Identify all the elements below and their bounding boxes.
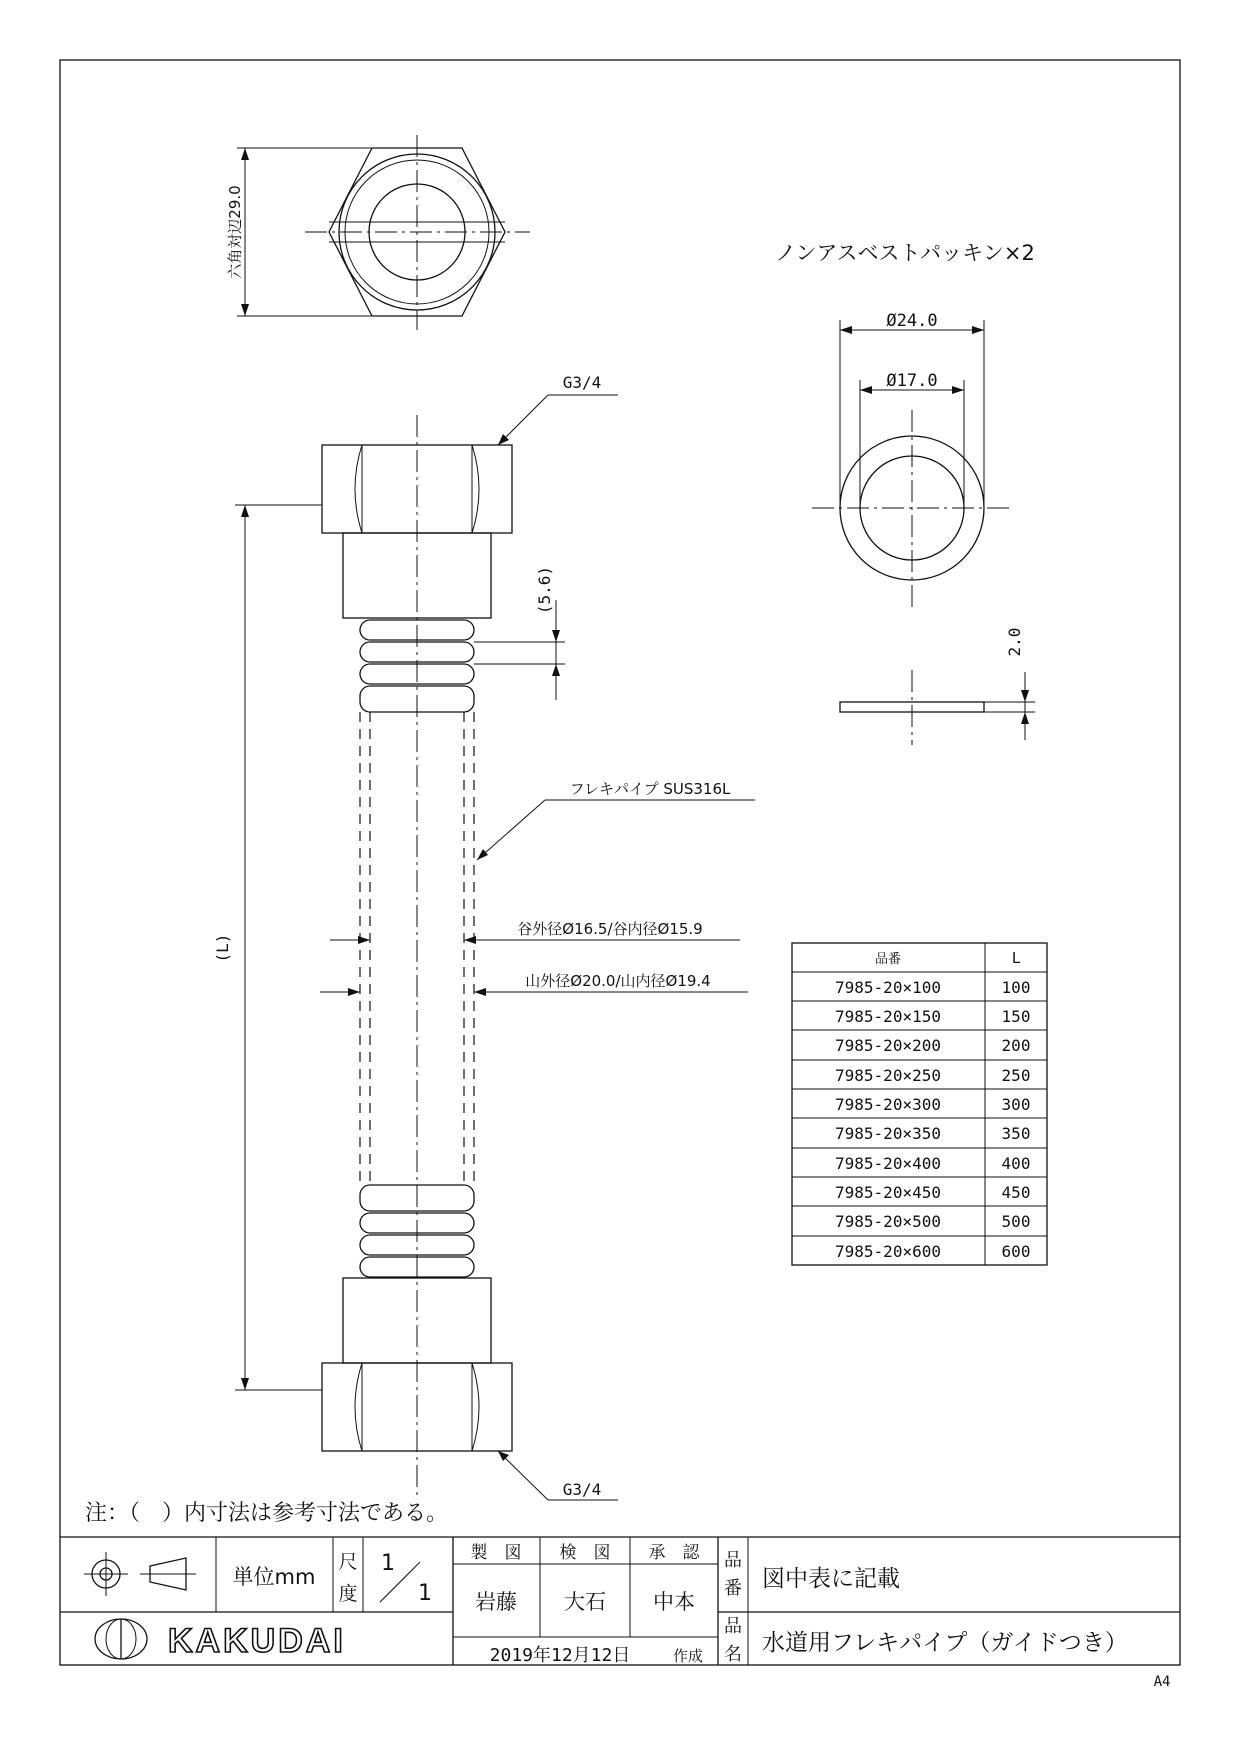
part-no-label-bottom: 番 [724, 1578, 742, 1599]
table-row-part-no: 7985-20×500 [835, 1212, 941, 1231]
pipe-material-label: フレキパイプ SUS316L [569, 780, 731, 798]
valley-diameter-dimension: 谷外径Ø16.5/谷内径Ø15.9 [517, 920, 703, 938]
checked-by-label: 検 図 [559, 1543, 611, 1563]
drawing-frame [60, 60, 1180, 1665]
brand-name: KAKUDAI [168, 1622, 346, 1660]
part-name-label-top: 品 [724, 1616, 742, 1637]
table-header-part-no: 品番 [874, 952, 902, 967]
unit-label: 単位mm [232, 1565, 316, 1589]
table-row-part-no: 7985-20×100 [835, 978, 941, 997]
scale-denominator: 1 [418, 1581, 432, 1606]
rib-pitch-dimension: (5.6) [535, 565, 554, 615]
packing-inner-diameter: Ø17.0 [886, 371, 938, 391]
packing-front-view [812, 320, 1012, 610]
hex-across-flats-dimension: 六角対辺29.0 [226, 185, 244, 279]
table-header-length: L [1011, 949, 1021, 967]
part-no-label-top: 品 [724, 1550, 742, 1571]
table-row-length: 300 [1001, 1095, 1031, 1114]
reference-dimension-note: 注：（ ）内寸法は参考寸法である。 [85, 1501, 449, 1526]
drawn-by-name: 岩藤 [475, 1590, 517, 1614]
flexible-pipe-side-view [235, 395, 755, 1500]
table-row-length: 450 [1001, 1183, 1031, 1202]
table-row-part-no: 7985-20×250 [835, 1066, 941, 1085]
paper-size: A4 [1153, 1674, 1171, 1690]
table-row-part-no: 7985-20×150 [835, 1007, 941, 1026]
checked-by-name: 大石 [564, 1590, 606, 1614]
table-row-part-no: 7985-20×450 [835, 1183, 941, 1202]
packing-thickness: 2.0 [1005, 627, 1024, 657]
table-row-part-no: 7985-20×350 [835, 1124, 941, 1143]
creation-date: 2019年12月12日 [489, 1645, 631, 1666]
table-row-length: 350 [1001, 1124, 1031, 1143]
peak-diameter-dimension: 山外径Ø20.0/山内径Ø19.4 [525, 972, 711, 990]
table-row-length: 500 [1001, 1212, 1031, 1231]
table-row-length: 100 [1001, 978, 1031, 997]
approved-by-label: 承 認 [648, 1543, 700, 1563]
drawn-by-label: 製 図 [470, 1543, 522, 1563]
table-row-length: 600 [1001, 1242, 1031, 1261]
creation-date-label: 作成 [672, 1647, 704, 1665]
table-row-length: 200 [1001, 1036, 1031, 1055]
approved-by-name: 中本 [653, 1590, 695, 1614]
packing-side-view [840, 670, 1035, 745]
third-angle-projection-symbol [84, 1552, 196, 1596]
thread-size-top: G3/4 [562, 373, 602, 392]
scale-label-bottom: 度 [338, 1583, 358, 1605]
table-row-part-no: 7985-20×300 [835, 1095, 941, 1114]
table-row-length: 400 [1001, 1154, 1031, 1173]
table-row-part-no: 7985-20×600 [835, 1242, 941, 1261]
kakudai-logo-icon [95, 1619, 147, 1659]
packing-title: ノンアスベストパッキン×2 [775, 241, 1035, 265]
part-name-label-bottom: 名 [724, 1644, 742, 1665]
table-row-length: 250 [1001, 1066, 1031, 1085]
table-row-part-no: 7985-20×400 [835, 1154, 941, 1173]
packing-outer-diameter: Ø24.0 [886, 311, 938, 331]
scale-numerator: 1 [381, 1551, 395, 1576]
part-no-value: 図中表に記載 [762, 1566, 900, 1592]
part-name-value: 水道用フレキパイプ（ガイドつき） [762, 1630, 1128, 1656]
scale-label-top: 尺 [338, 1551, 358, 1573]
table-row-length: 150 [1001, 1007, 1031, 1026]
hex-nut-end-view [237, 135, 530, 330]
table-row-part-no: 7985-20×200 [835, 1036, 941, 1055]
thread-size-bottom: G3/4 [562, 1480, 602, 1499]
length-dimension: (L) [213, 933, 232, 963]
